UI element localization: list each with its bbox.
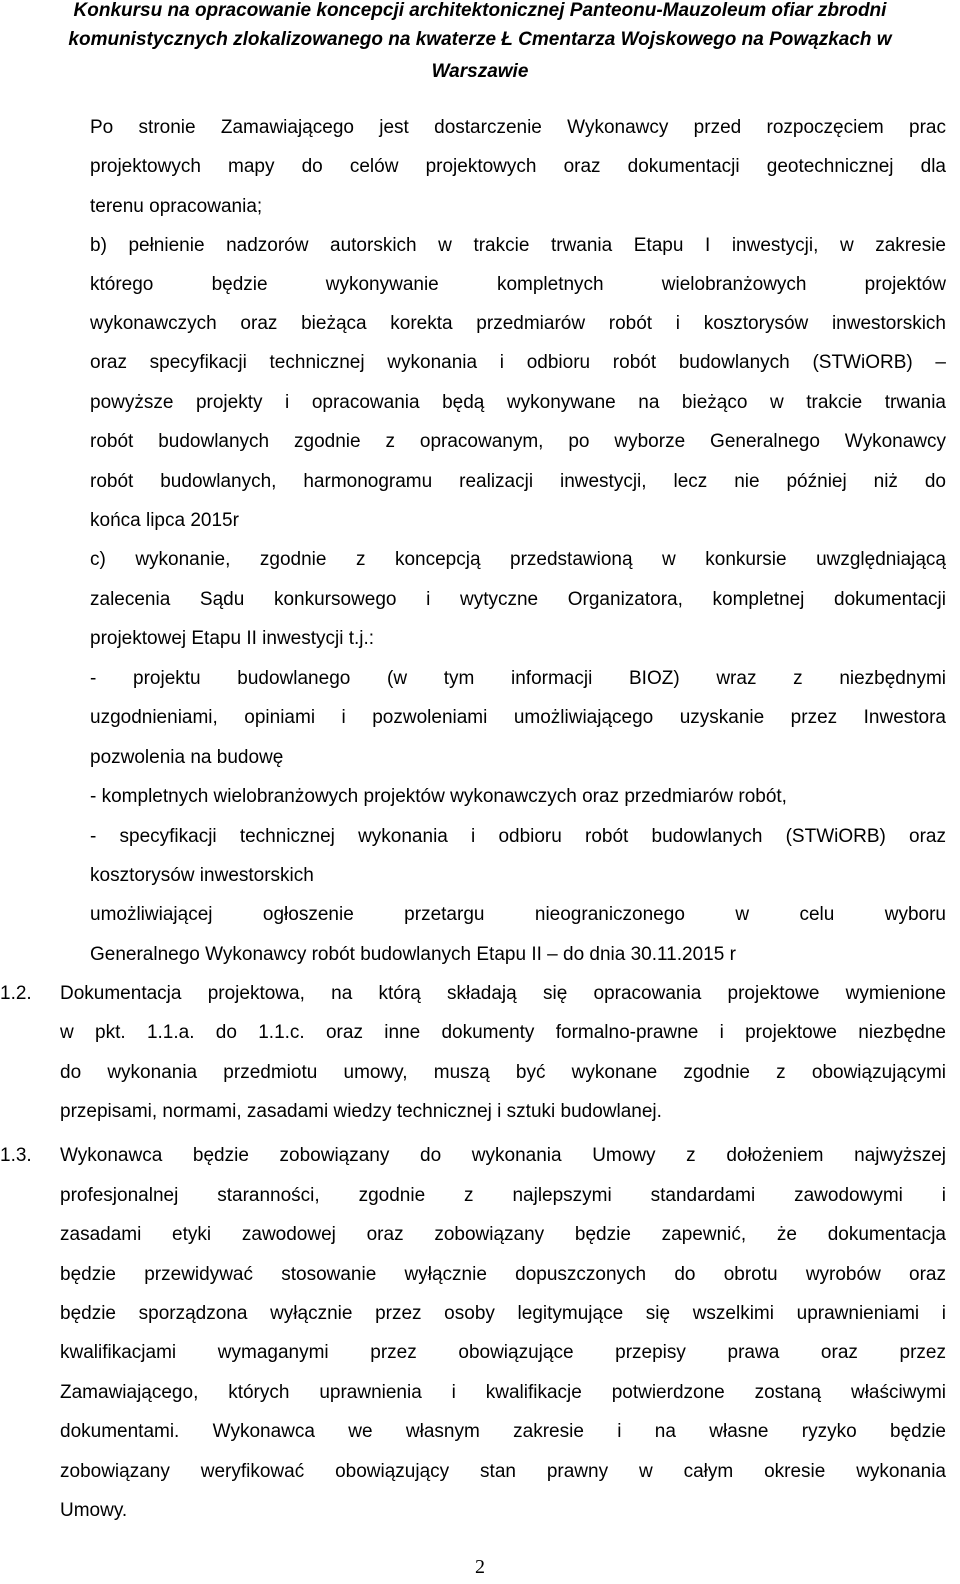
section-1-2-line: przepisami, normami, zasadami wiedzy technicznej i sztuki budowlanej.: [60, 1101, 662, 1122]
section-1-3-line: dokumentami. Wykonawca we własnym zakresie i na własne ryzyko będzie: [60, 1421, 946, 1442]
section-1-3-line: zasadami etyki zawodowej oraz zobowiązany będzie zapewnić, że dokumentacja: [60, 1224, 946, 1245]
section-1-3-line: Zamawiającego, których uprawnienia i kwalifikacje potwierdzone zostaną właściwymi: [60, 1382, 946, 1403]
list-item-c-line: umożliwiającej ogłoszenie przetargu nieograniczonego w celu wyboru: [90, 904, 946, 925]
page-number: 2: [475, 1556, 485, 1578]
list-item-b-line: wykonawczych oraz bieżąca korekta przedmiarów robót i kosztorysów inwestorskich: [90, 313, 946, 334]
list-item-b-line: którego będzie wykonywanie kompletnych wielobranżowych projektów: [90, 274, 946, 295]
list-item-b-line: oraz specyfikacji technicznej wykonania i odbioru robót budowlanych (STWiORB) –: [90, 352, 946, 373]
list-item-c-line: Generalnego Wykonawcy robót budowlanych Etapu II – do dnia 30.11.2015 r: [90, 944, 736, 965]
section-number: 1.3.: [0, 1145, 32, 1166]
section-1-3-line: będzie sporządzona wyłącznie przez osoby legitymujące się wszelkimi uprawnieniami i: [60, 1303, 946, 1324]
list-item-c-line: projektowej Etapu II inwestycji t.j.:: [90, 628, 375, 649]
list-item-c-line: zalecenia Sądu konkursowego i wytyczne Organizatora, kompletnej dokumentacji: [90, 589, 946, 610]
section-1-2-line: Dokumentacja projektowa, na którą składają się opracowania projektowe wymienione: [60, 983, 946, 1004]
list-item-c-line: pozwolenia na budowę: [90, 747, 284, 768]
list-item-c-line: - kompletnych wielobranżowych projektów wykonawczych oraz przedmiarów robót,: [90, 786, 787, 807]
list-item-b-line: powyższe projekty i opracowania będą wykonywane na bieżąco w trakcie trwania: [90, 392, 946, 413]
section-number: 1.2.: [0, 983, 32, 1004]
list-item-b-line: robót budowlanych zgodnie z opracowanym, po wyborze Generalnego Wykonawcy: [90, 431, 946, 452]
header-line-2: komunistycznych zlokalizowanego na kwaterze Ł Cmentarza Wojskowego na Powązkach w: [68, 29, 892, 50]
list-item-c-line: - projektu budowlanego (w tym informacji BIOZ) wraz z niezbędnymi: [90, 668, 946, 689]
list-item-c-line: uzgodnieniami, opiniami i pozwoleniami umożliwiającego uzyskanie przez Inwestora: [90, 707, 946, 728]
section-1-2-line: w pkt. 1.1.a. do 1.1.c. oraz inne dokumenty formalno-prawne i projektowe niezbędne: [60, 1022, 946, 1043]
section-1-3-line: Umowy.: [60, 1500, 128, 1521]
section-1-3-line: kwalifikacjami wymaganymi przez obowiązujące przepisy prawa oraz przez: [60, 1342, 946, 1363]
section-1-2-line: do wykonania przedmiotu umowy, muszą być wykonane zgodnie z obowiązującymi: [60, 1062, 946, 1083]
section-1-3-line: Wykonawca będzie zobowiązany do wykonania Umowy z dołożeniem najwyższej: [60, 1145, 946, 1166]
section-1-3-line: będzie przewidywać stosowanie wyłącznie dopuszczonych do obrotu wyrobów oraz: [60, 1264, 946, 1285]
section-1-3-line: zobowiązany weryfikować obowiązujący stan prawny w całym okresie wykonania: [60, 1461, 946, 1482]
list-item-c-line: kosztorysów inwestorskich: [90, 865, 314, 886]
list-item-b-line: końca lipca 2015r: [90, 510, 239, 531]
header-line-3: Warszawie: [431, 61, 529, 82]
list-item-c-line: - specyfikacji technicznej wykonania i odbioru robót budowlanych (STWiORB) oraz: [90, 826, 946, 847]
header-line-1: Konkursu na opracowanie koncepcji architektonicznej Panteonu-Mauzoleum ofiar zbrodni: [73, 0, 887, 21]
paragraph-line: projektowych mapy do celów projektowych oraz dokumentacji geotechnicznej dla: [90, 156, 946, 177]
paragraph-line: Po stronie Zamawiającego jest dostarczenie Wykonawcy przed rozpoczęciem prac: [90, 117, 946, 138]
list-item-c-line: c) wykonanie, zgodnie z koncepcją przedstawioną w konkursie uwzględniającą: [90, 549, 946, 570]
section-1-3-line: profesjonalnej staranności, zgodnie z najlepszymi standardami zawodowymi i: [60, 1185, 946, 1206]
paragraph-line: terenu opracowania;: [90, 196, 263, 217]
list-item-b-line: b) pełnienie nadzorów autorskich w trakcie trwania Etapu I inwestycji, w zakresie: [90, 235, 946, 256]
list-item-b-line: robót budowlanych, harmonogramu realizacji inwestycji, lecz nie później niż do: [90, 471, 946, 492]
